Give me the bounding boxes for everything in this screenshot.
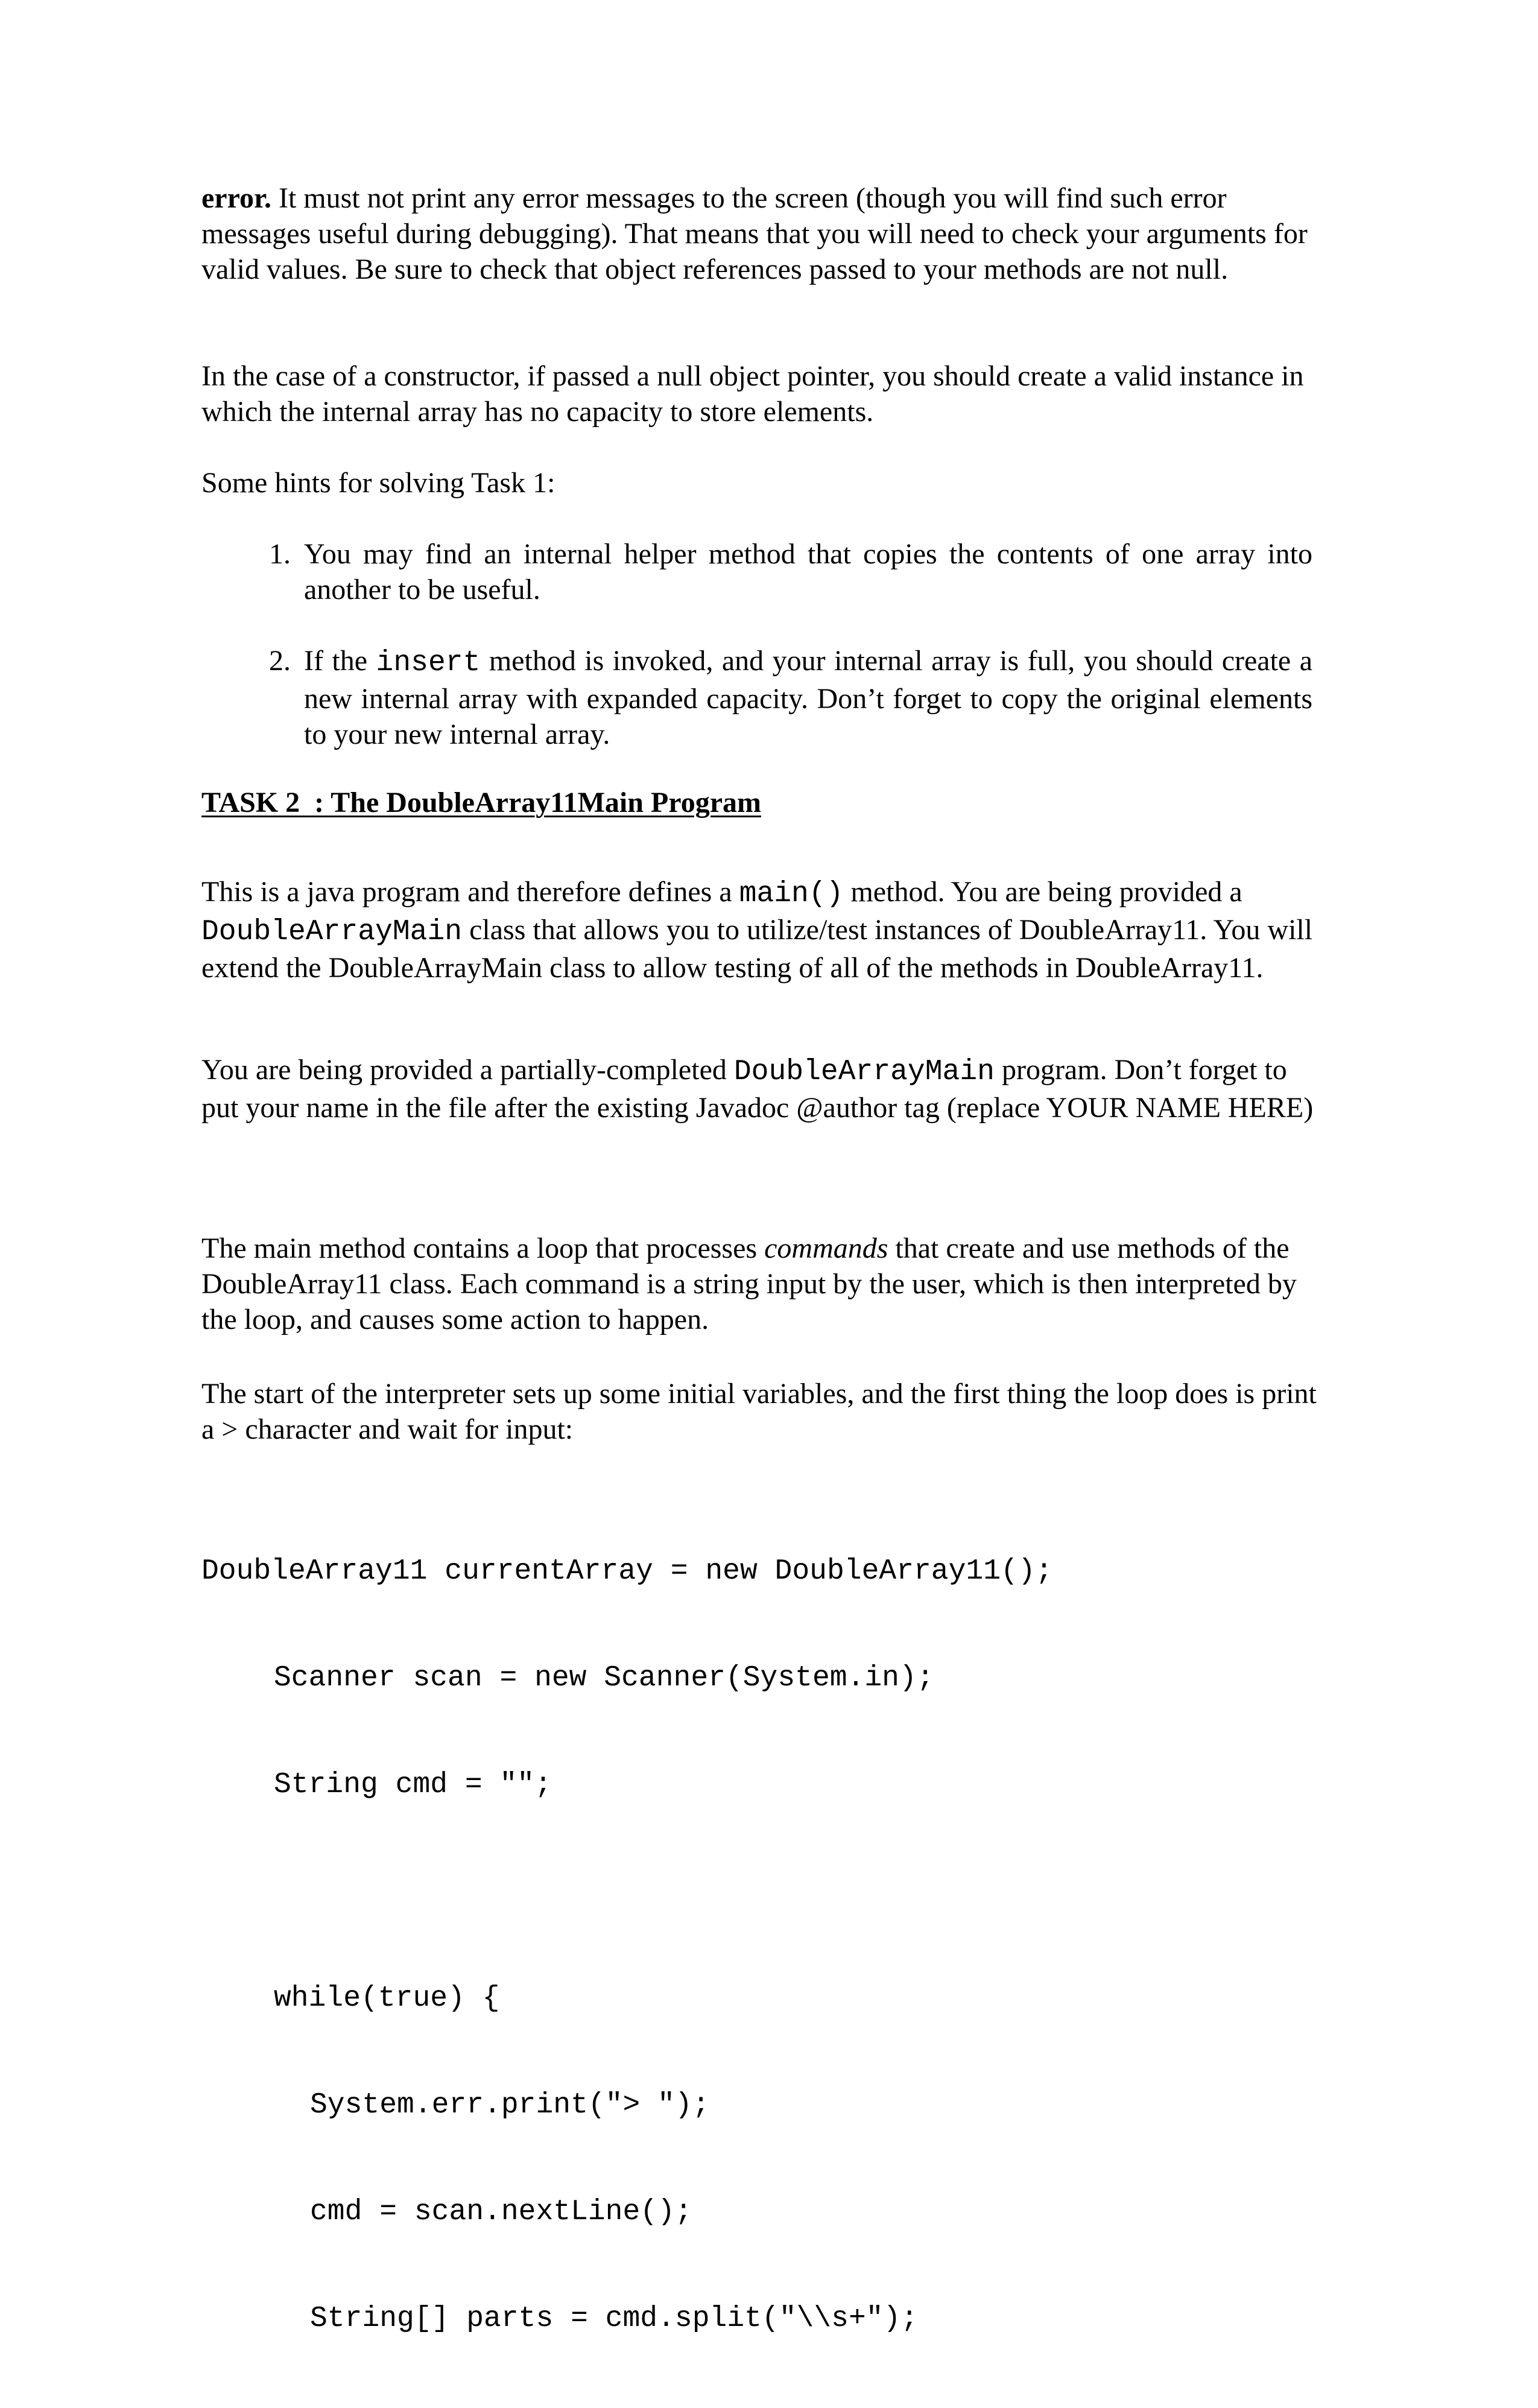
paragraph-program-intro: [201, 874, 1318, 986]
code-block: [201, 1483, 1052, 2408]
text-segment: that create and use methods of the DoubleArray11 class. Each command is a string input by the user, which is then interpreted by the loop, and causes some action to happen.: [201, 1232, 1297, 1335]
paragraph-interpreter-start: The start of the interpreter sets up some initial variables, and the first thing the loop does is print a > character and wait for input:: [201, 1378, 1317, 1445]
hint-item-1: [269, 536, 1312, 607]
italic-commands: commands: [764, 1232, 888, 1264]
paragraph-text: It must not print any error messages to the screen (though you will find such error messages useful during debugging). That means that you will need to check your arguments for valid values. Be sure to check that object references passed to your methods are not null.: [201, 182, 1308, 285]
list-number: 2.: [269, 645, 291, 677]
code-line-blank: [201, 1874, 1052, 1910]
text-segment: The main method contains a loop that processes: [201, 1232, 765, 1264]
list-text: [304, 643, 1312, 752]
list-number: 1.: [269, 538, 291, 570]
code-line: String cmd = "";: [274, 1769, 552, 1801]
hints-intro: Some hints for solving Task 1:: [201, 467, 555, 499]
code-line: cmd = scan.nextLine();: [310, 2196, 692, 2228]
code-line: String[] parts = cmd.split("\\s+");: [310, 2302, 919, 2335]
code-line: System.err.print("> ");: [310, 2089, 710, 2121]
list-text: You may find an internal helper method that copies the contents of one array into another to be useful.: [304, 538, 1312, 606]
code-line: Scanner scan = new Scanner(System.in);: [274, 1662, 934, 1694]
text-segment: class that allows you to utilize/test instances of DoubleArray11. You will extend the DoubleArrayMain class to allow testing of all of the methods in DoubleArray11.: [201, 914, 1313, 984]
task2-heading: TASK 2 : The DoubleArray11Main Program: [201, 787, 761, 819]
hint-item-2: [269, 643, 1312, 752]
text-segment: You are being provided a partially-completed: [201, 1054, 734, 1086]
list-text-post: method is invoked, and your internal array is full, you should create a new internal array with expanded capacity. Don’t forget to copy the original elements to your new internal array.: [304, 645, 1313, 750]
inline-code-insert: insert: [376, 647, 481, 679]
text-segment: method. You are being provided a: [843, 876, 1242, 908]
bold-lead-word: error.: [201, 182, 271, 214]
list-text-pre: If the: [304, 645, 376, 677]
paragraph-partial-program: [201, 1052, 1318, 1126]
inline-code-main: main(): [739, 878, 844, 910]
text-segment: program. Don’t forget to put your name in the file after the existing Javadoc @author tag (replace YOUR NAME HERE): [201, 1054, 1314, 1124]
code-line: while(true) {: [274, 1982, 500, 2015]
paragraph-error-requirements: [201, 180, 1318, 287]
code-line: DoubleArray11 currentArray = new DoubleArray11();: [201, 1555, 1053, 1588]
text-segment: This is a java program and therefore defines a: [201, 876, 739, 908]
paragraph-constructor-null: In the case of a constructor, if passed a null object pointer, you should create a valid instance in which the internal array has no capacity to store elements.: [201, 360, 1304, 428]
paragraph-main-loop: [201, 1231, 1318, 1337]
inline-code-doublearraymain: DoubleArrayMain: [201, 916, 463, 948]
inline-code-doublearraymain: DoubleArrayMain: [733, 1056, 995, 1088]
